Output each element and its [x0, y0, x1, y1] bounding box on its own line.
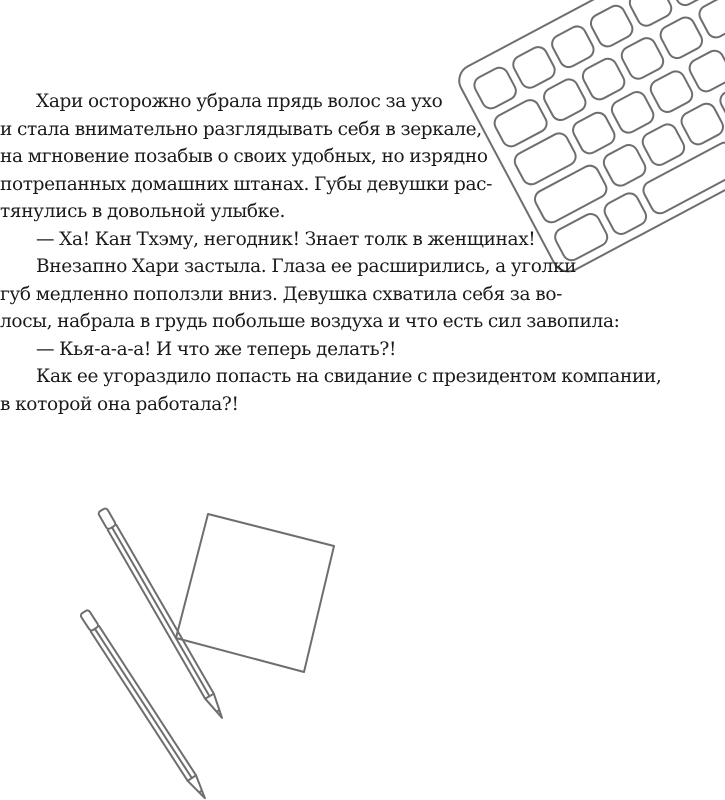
pencil-icon: [80, 508, 227, 800]
keyboard-key: [627, 0, 675, 29]
paragraph-line: и стала внимательно разглядывать себя в зеркале,: [0, 118, 482, 140]
paragraph-line: Хари осторожно убрала прядь волос за ухо: [36, 91, 443, 112]
keyboard-key: [588, 3, 636, 50]
paragraph-line: лосы, набрала в грудь побольше воздуха и что есть сил завопила:: [0, 311, 620, 332]
paragraph-line: Как ее угораздило попасть на свидание с президентом компании,: [36, 366, 662, 387]
story-text: [0, 88, 725, 418]
dialogue-line: — Ха! Кан Тхэму, негодник! Знает толк в женщинах!: [36, 228, 536, 250]
paragraph-line: тянулись в довольной улыбке.: [0, 201, 285, 222]
paragraph-line: в которой она работала?!: [0, 393, 239, 415]
paragraph-line: губ медленно поползли вниз. Девушка схватила себя за во-: [0, 283, 563, 305]
paragraph-line: потрепанных домашних штанах. Губы девушки рас-: [0, 173, 493, 195]
sticky-note-icon: [176, 514, 334, 672]
keyboard-key: [666, 0, 714, 8]
keyboard-key: [657, 14, 705, 61]
keyboard-key: [510, 44, 558, 91]
dialogue-line: — Кья-а-а-а! И что же теперь делать?!: [36, 338, 397, 360]
paragraph-line: Внезапно Хари застыла. Глаза ее расширились, а уголки: [36, 256, 577, 277]
paragraph-line: на мгновение позабыв о своих удобных, но изрядно: [0, 146, 488, 167]
keyboard-key: [619, 35, 667, 82]
keyboard-key: [696, 0, 725, 41]
keyboard-key: [549, 23, 597, 70]
